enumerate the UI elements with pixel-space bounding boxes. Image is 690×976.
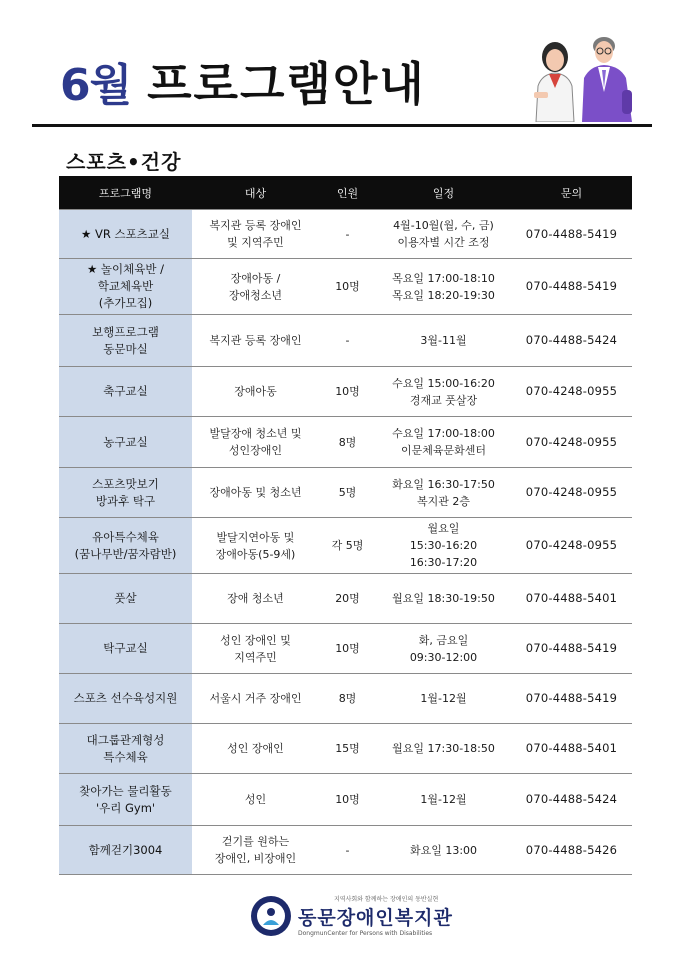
footer-org-name-en: DongmunCenter for Persons with Disabilities — [298, 930, 433, 937]
contact-cell: 070-4488-5419 — [511, 624, 632, 674]
program-name-cell: 함께걷기3004 — [59, 826, 192, 875]
target-cell: 발달지연아동 및 장애아동(5-9세) — [192, 518, 319, 574]
target-cell: 장애아동 및 청소년 — [192, 468, 319, 518]
program-name-cell: 스포츠 선수육성지원 — [59, 674, 192, 724]
target-cell: 장애 청소년 — [192, 574, 319, 624]
target-cell: 성인 장애인 — [192, 724, 319, 774]
target-cell: 복지관 등록 장애인 및 지역주민 — [192, 210, 319, 259]
schedule-cell: 월요일 18:30-19:50 — [376, 574, 511, 624]
program-name-cell: 농구교실 — [59, 417, 192, 468]
header-capacity: 인원 — [319, 176, 376, 210]
table-row — [59, 259, 632, 315]
capacity-cell: 10명 — [319, 367, 376, 417]
capacity-cell: - — [319, 315, 376, 367]
schedule-cell: 1월-12월 — [376, 774, 511, 826]
program-name-cell: 축구교실 — [59, 367, 192, 417]
program-name-cell: 대그룹관계형성 특수체육 — [59, 724, 192, 774]
contact-cell: 070-4248-0955 — [511, 417, 632, 468]
table-row — [59, 210, 632, 259]
program-name-cell: 탁구교실 — [59, 624, 192, 674]
contact-cell: 070-4248-0955 — [511, 518, 632, 574]
table-row — [59, 624, 632, 674]
program-name-cell: ★ 놀이체육반 / 학교체육반 (추가모집) — [59, 259, 192, 315]
table-row — [59, 518, 632, 574]
footer — [250, 894, 453, 937]
program-table — [59, 176, 632, 875]
target-cell: 장애아동 / 장애청소년 — [192, 259, 319, 315]
table-row — [59, 315, 632, 367]
capacity-cell: 15명 — [319, 724, 376, 774]
page-title — [60, 48, 426, 114]
schedule-cell: 수요일 17:00-18:00 이문체육문화센터 — [376, 417, 511, 468]
title-divider — [32, 124, 652, 127]
table-row — [59, 774, 632, 826]
program-name-cell: 유아특수체육 (꿈나무반/꿈자람반) — [59, 518, 192, 574]
header-schedule: 일정 — [376, 176, 511, 210]
org-logo-icon — [250, 895, 292, 937]
staff-illustration — [528, 30, 640, 122]
capacity-cell: 각 5명 — [319, 518, 376, 574]
table-row — [59, 367, 632, 417]
target-cell: 성인 — [192, 774, 319, 826]
program-name-cell: 보행프로그램 동문마실 — [59, 315, 192, 367]
schedule-cell: 월요일 15:30-16:20 16:30-17:20 — [376, 518, 511, 574]
schedule-cell: 수요일 15:00-16:20 경재교 풋살장 — [376, 367, 511, 417]
footer-org-name: 동문장애인복지관 — [298, 907, 453, 929]
contact-cell: 070-4488-5426 — [511, 826, 632, 875]
header-target: 대상 — [192, 176, 319, 210]
schedule-cell: 월요일 17:30-18:50 — [376, 724, 511, 774]
contact-cell: 070-4488-5401 — [511, 574, 632, 624]
contact-cell: 070-4488-5401 — [511, 724, 632, 774]
footer-tagline: 지역사회와 함께하는 장애인의 동반실현 — [334, 896, 439, 903]
table-row — [59, 826, 632, 875]
target-cell: 성인 장애인 및 지역주민 — [192, 624, 319, 674]
main-title: 프로그램안내 — [147, 57, 426, 111]
table-row — [59, 468, 632, 518]
target-cell: 발달장애 청소년 및 성인장애인 — [192, 417, 319, 468]
capacity-cell: - — [319, 210, 376, 259]
program-name-cell: 스포츠맛보기 방과후 탁구 — [59, 468, 192, 518]
program-name-cell: 풋살 — [59, 574, 192, 624]
table-header-row — [59, 176, 632, 210]
target-cell: 서울시 거주 장애인 — [192, 674, 319, 724]
schedule-cell: 3월-11월 — [376, 315, 511, 367]
capacity-cell: 20명 — [319, 574, 376, 624]
capacity-cell: 10명 — [319, 774, 376, 826]
capacity-cell: 5명 — [319, 468, 376, 518]
header-contact: 문의 — [511, 176, 632, 210]
contact-cell: 070-4488-5424 — [511, 774, 632, 826]
capacity-cell: 10명 — [319, 259, 376, 315]
section-title: 스포츠•건강 — [66, 150, 182, 174]
contact-cell: 070-4488-5424 — [511, 315, 632, 367]
capacity-cell: 10명 — [319, 624, 376, 674]
program-name-cell: 찾아가는 물리활동 '우리 Gym' — [59, 774, 192, 826]
schedule-cell: 1월-12월 — [376, 674, 511, 724]
schedule-cell: 4월-10월(월, 수, 금) 이용자별 시간 조정 — [376, 210, 511, 259]
table-row — [59, 417, 632, 468]
schedule-cell: 화요일 16:30-17:50 복지관 2층 — [376, 468, 511, 518]
schedule-cell: 화, 금요일 09:30-12:00 — [376, 624, 511, 674]
schedule-cell: 화요일 13:00 — [376, 826, 511, 875]
program-name-cell: ★ VR 스포츠교실 — [59, 210, 192, 259]
contact-cell: 070-4248-0955 — [511, 468, 632, 518]
capacity-cell: 8명 — [319, 417, 376, 468]
contact-cell: 070-4248-0955 — [511, 367, 632, 417]
target-cell: 장애아동 — [192, 367, 319, 417]
target-cell: 복지관 등록 장애인 — [192, 315, 319, 367]
schedule-cell: 목요일 17:00-18:10 목요일 18:20-19:30 — [376, 259, 511, 315]
contact-cell: 070-4488-5419 — [511, 259, 632, 315]
table-row — [59, 674, 632, 724]
capacity-cell: 8명 — [319, 674, 376, 724]
contact-cell: 070-4488-5419 — [511, 674, 632, 724]
contact-cell: 070-4488-5419 — [511, 210, 632, 259]
table-row — [59, 724, 632, 774]
header-program: 프로그램명 — [59, 176, 192, 210]
capacity-cell: - — [319, 826, 376, 875]
table-row — [59, 574, 632, 624]
month-label: 6월 — [60, 60, 132, 111]
target-cell: 걷기를 원하는 장애인, 비장애인 — [192, 826, 319, 875]
